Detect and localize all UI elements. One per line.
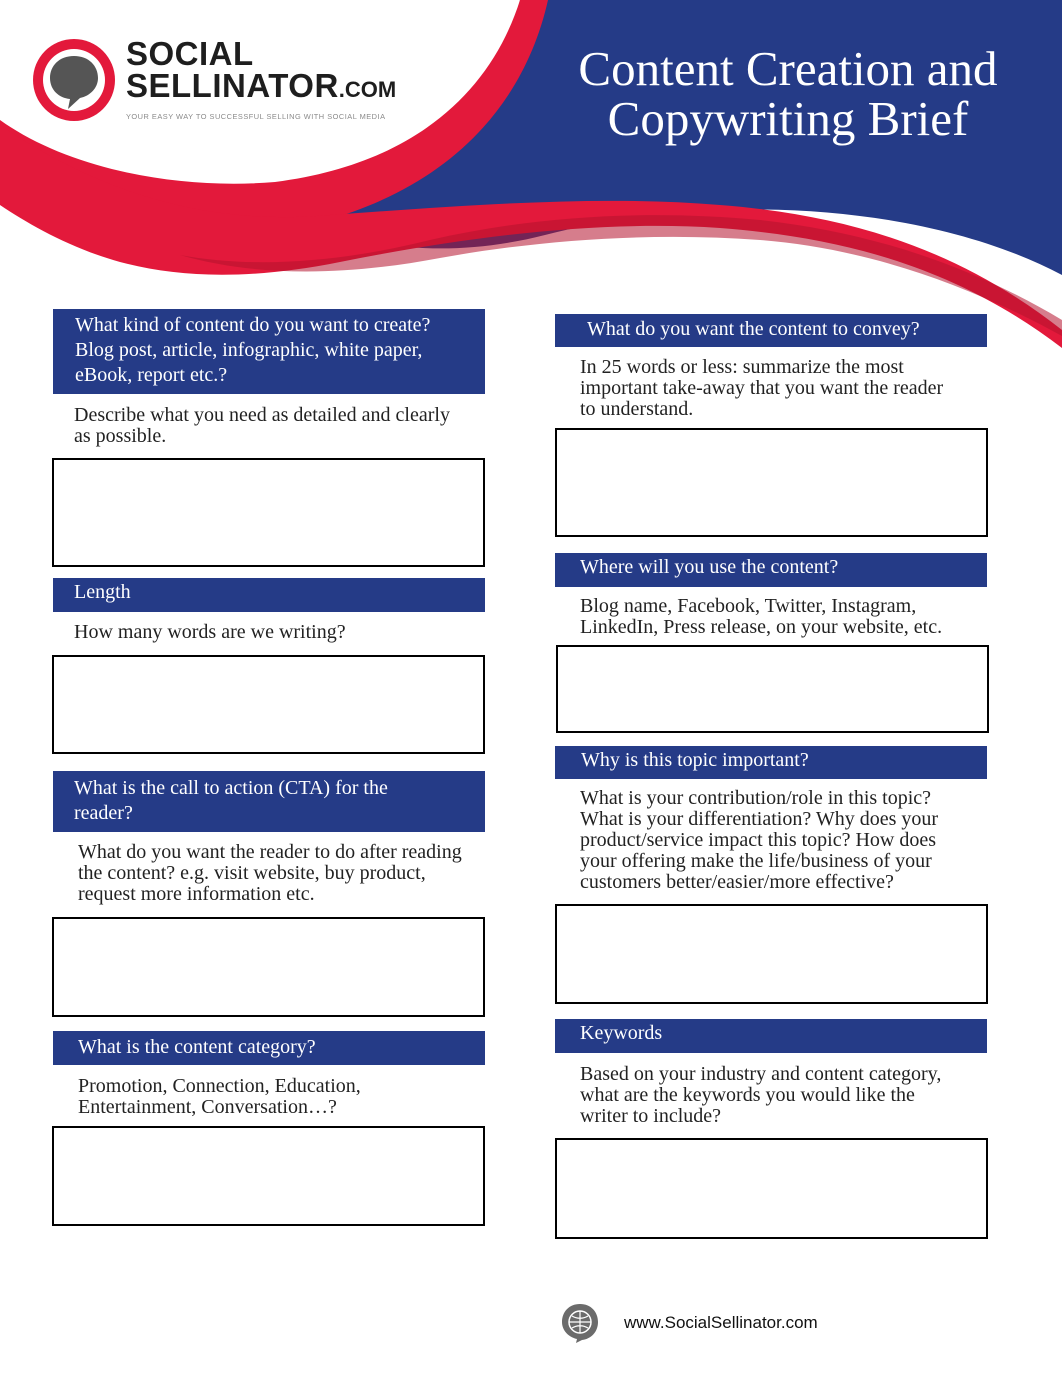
page-title-line2: Copywriting Brief bbox=[607, 91, 969, 146]
description-line: what are the keywords you would like the bbox=[580, 1084, 915, 1106]
description-line: How many words are we writing? bbox=[74, 621, 346, 643]
brand-name-line1: SOCIAL bbox=[126, 35, 254, 72]
section-heading-content-type bbox=[53, 309, 485, 394]
heading-line: Keywords bbox=[580, 1022, 663, 1044]
heading-line: Length bbox=[74, 581, 131, 603]
length-answer-box[interactable] bbox=[52, 655, 485, 754]
brand-tagline: YOUR EASY WAY TO SUCCESSFUL SELLING WITH SOCIAL MEDIA bbox=[126, 112, 386, 121]
description-line: What is your differentiation? Why does your bbox=[580, 808, 939, 830]
section-heading-convey bbox=[555, 314, 987, 347]
importance-answer-box[interactable] bbox=[555, 904, 988, 1004]
heading-line: What do you want the content to convey? bbox=[587, 318, 920, 340]
brand-logo[interactable] bbox=[30, 36, 430, 126]
brand-name-suffix: .COM bbox=[338, 77, 397, 102]
brand-name-line2: SELLINATOR bbox=[126, 67, 339, 104]
section-description-length bbox=[74, 622, 494, 643]
description-line: LinkedIn, Press release, on your website, etc. bbox=[580, 616, 943, 638]
convey-answer-box[interactable] bbox=[555, 428, 988, 537]
section-heading-cta bbox=[53, 771, 485, 832]
description-line: What do you want the reader to do after reading bbox=[78, 841, 462, 863]
description-line: Blog name, Facebook, Twitter, Instagram, bbox=[580, 595, 917, 617]
cta-answer-box[interactable] bbox=[52, 917, 485, 1017]
description-line: In 25 words or less: summarize the most bbox=[580, 356, 904, 378]
description-line: Promotion, Connection, Education, bbox=[78, 1075, 361, 1097]
section-description-convey bbox=[580, 357, 1020, 420]
brand-name bbox=[126, 35, 397, 106]
description-line: important take-away that you want the reader bbox=[580, 377, 944, 399]
heading-line: What is the call to action (CTA) for the bbox=[74, 777, 388, 799]
usage-answer-box[interactable] bbox=[556, 645, 989, 733]
description-line: What is your contribution/role in this topic? bbox=[580, 787, 932, 809]
section-description-content-type bbox=[74, 405, 494, 447]
footer-logo-icon bbox=[560, 1302, 600, 1344]
description-line: writer to include? bbox=[580, 1105, 722, 1127]
heading-line: What is the content category? bbox=[78, 1036, 316, 1058]
description-line: to understand. bbox=[580, 398, 694, 420]
description-line: product/service impact this topic? How does bbox=[580, 829, 937, 851]
content-type-answer-box[interactable] bbox=[52, 458, 485, 567]
description-line: Describe what you need as detailed and clearly bbox=[74, 404, 450, 426]
section-heading-importance bbox=[555, 746, 987, 779]
description-line: as possible. bbox=[74, 425, 167, 447]
heading-line: Where will you use the content? bbox=[580, 556, 839, 578]
heading-line: eBook, report etc.? bbox=[75, 364, 228, 386]
keywords-answer-box[interactable] bbox=[555, 1138, 988, 1239]
description-line: request more information etc. bbox=[78, 883, 315, 905]
description-line: Entertainment, Conversation…? bbox=[78, 1096, 337, 1118]
footer-website-link[interactable]: www.SocialSellinator.com bbox=[624, 1313, 818, 1332]
description-line: the content? e.g. visit website, buy product, bbox=[78, 862, 426, 884]
page-title bbox=[548, 41, 1028, 146]
section-heading-length bbox=[53, 578, 485, 612]
heading-line: Blog post, article, infographic, white paper, bbox=[75, 339, 423, 361]
section-heading-keywords bbox=[555, 1019, 987, 1053]
section-heading-category bbox=[53, 1031, 485, 1065]
heading-line: What kind of content do you want to create? bbox=[75, 314, 431, 336]
description-line: your offering make the life/business of your bbox=[580, 850, 932, 872]
section-description-category bbox=[78, 1076, 498, 1118]
speech-bubble-icon bbox=[30, 36, 118, 124]
section-description-keywords bbox=[580, 1064, 1020, 1127]
page-title-line1: Content Creation and bbox=[578, 41, 998, 96]
section-description-cta bbox=[78, 842, 498, 905]
category-answer-box[interactable] bbox=[52, 1126, 485, 1226]
description-line: customers better/easier/more effective? bbox=[580, 871, 894, 893]
description-line: Based on your industry and content category, bbox=[580, 1063, 942, 1085]
section-description-usage bbox=[580, 596, 1020, 638]
heading-line: reader? bbox=[74, 802, 133, 824]
section-description-importance bbox=[580, 788, 1020, 893]
heading-line: Why is this topic important? bbox=[581, 749, 809, 771]
section-heading-usage bbox=[555, 553, 987, 587]
